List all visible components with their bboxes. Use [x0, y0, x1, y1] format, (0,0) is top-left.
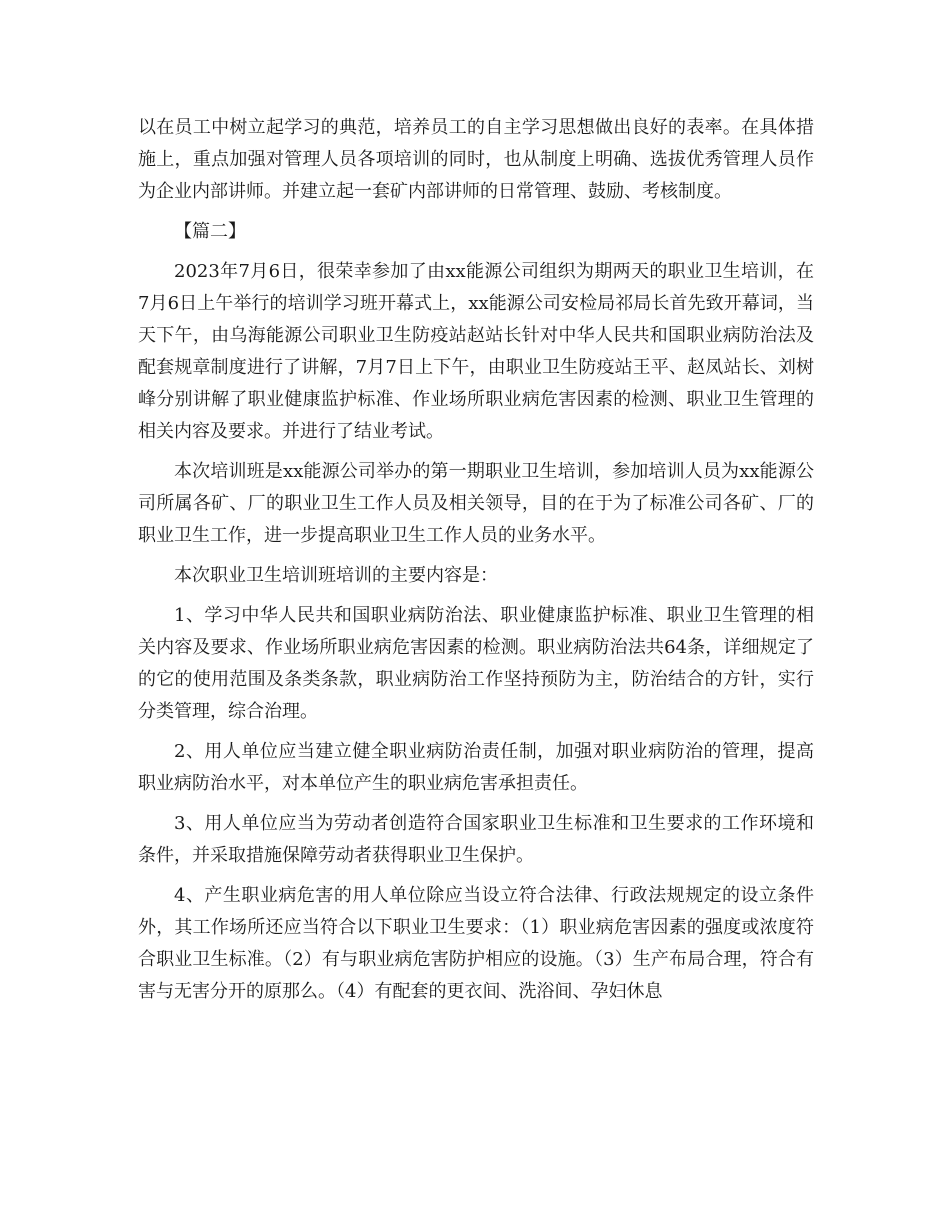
paragraph-continuation: 以在员工中树立起学习的典范，培养员工的自主学习思想做出良好的表率。在具体措施上，重点加强对管理人员各项培训的同时，也从制度上明确、选拔优秀管理人员作为企业内部讲师。并建立起一套矿内部讲师的日常管理、鼓励、考核制度。 [138, 117, 814, 202]
paragraph: 4、产生职业病危害的用人单位除应当设立符合法律、行政法规规定的设立条件外，其工作场所还应当符合以下职业卫生要求：（1）职业病危害因素的强度或浓度符合职业卫生标准。（2）有与职业病危害防护相应的设施。（3）生产布局合理，符合有害与无害分开的原那么。（4）有配套的更衣间、洗浴间、孕妇休息 [138, 885, 814, 1002]
paragraph: 本次职业卫生培训班培训的主要内容是： [174, 565, 498, 586]
document-body [138, 112, 814, 1016]
paragraph: 本次培训班是xx能源公司举办的第一期职业卫生培训，参加培训人员为xx能源公司所属各矿、厂的职业卫生工作人员及相关领导，目的在于为了标准公司各矿、厂的职业卫生工作，进一步提高职业卫生工作人员的业务水平。 [138, 461, 814, 546]
paragraph: 1、学习中华人民共和国职业病防治法、职业健康监护标准、职业卫生管理的相关内容及要求、作业场所职业病危害因素的检测。职业病防治法共64条，详细规定了的它的使用范围及条类条款，职业病防治工作坚持预防为主，防治结合的方针，实行分类管理，综合治理。 [138, 605, 814, 722]
paragraph: 3、用人单位应当为劳动者创造符合国家职业卫生标准和卫生要求的工作环境和条件，并采取措施保障劳动者获得职业卫生保护。 [138, 813, 814, 866]
paragraph: 2、用人单位应当建立健全职业病防治责任制，加强对职业病防治的管理，提高职业病防治水平，对本单位产生的职业病危害承担责任。 [138, 741, 814, 794]
paragraph: 2023年7月6日，很荣幸参加了由xx能源公司组织为期两天的职业卫生培训，在7月6日上午举行的培训学习班开幕式上，xx能源公司安检局祁局长首先致开幕词，当天下午，由乌海能源公司职业卫生防疫站赵站长针对中华人民共和国职业病防治法及配套规章制度进行了讲解，7月7日上下午，由职业卫生防疫站王平、赵凤站长、刘树峰分别讲解了职业健康监护标准、作业场所职业病危害因素的检测、职业卫生管理的相关内容及要求。并进行了结业考试。 [138, 261, 814, 442]
section-heading: 【篇二】 [174, 221, 246, 242]
